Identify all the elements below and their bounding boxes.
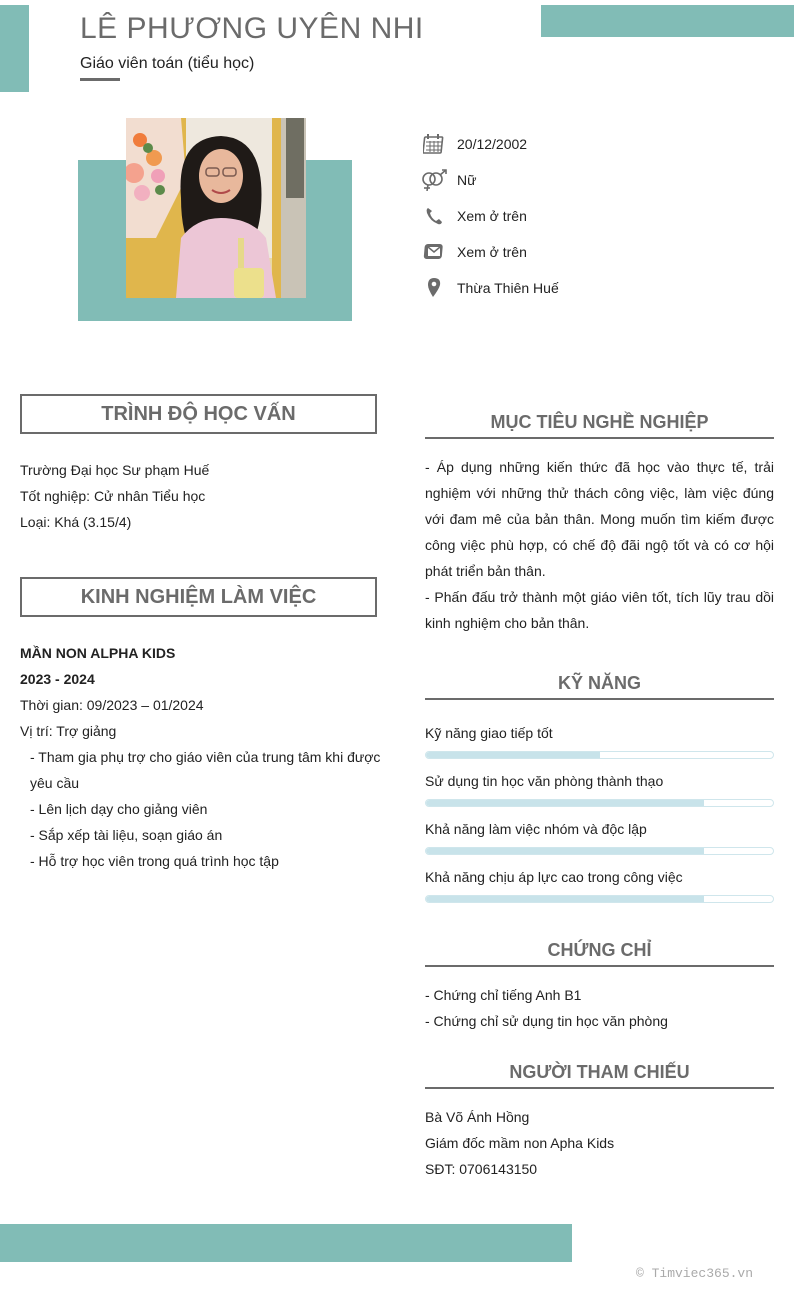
experience-years: 2023 - 2024 (20, 671, 95, 687)
skill-item (425, 867, 774, 903)
references-heading: NGƯỜI THAM CHIẾU (425, 1062, 774, 1089)
info-gender (420, 162, 559, 198)
skill-bar-fill (426, 848, 704, 854)
phone-icon (420, 204, 448, 228)
skill-label: Kỹ năng giao tiếp tốt (425, 725, 553, 741)
experience-duty: - Lên lịch dạy cho giảng viên (30, 801, 208, 817)
personal-info-list (420, 126, 559, 306)
candidate-name: LÊ PHƯƠNG UYÊN NHI (80, 12, 424, 45)
experience-duty: - Hỗ trợ học viên trong quá trình học tập (30, 853, 279, 869)
location-icon (420, 276, 448, 300)
experience-duty: - Tham gia phụ trợ cho giáo viên của trung tâm khi được yêu cầu (30, 749, 381, 791)
experience-company: MẦN NON ALPHA KIDS (20, 645, 176, 661)
reference-title: Giám đốc mầm non Apha Kids (425, 1135, 615, 1151)
skill-bar-track (425, 751, 774, 759)
watermark: © Timviec365.vn (636, 1266, 754, 1281)
skill-label: Khả năng chịu áp lực cao trong công việc (425, 869, 683, 885)
skill-label: Khả năng làm việc nhóm và độc lập (425, 821, 647, 837)
location-value: Thừa Thiên Huế (457, 280, 559, 296)
avatar-photo-illustration (126, 118, 306, 298)
skill-bar-fill (426, 896, 704, 902)
accent-bar-left (0, 5, 29, 92)
title-underline (80, 78, 120, 81)
objective-paragraph: - Phấn đấu trở thành một giáo viên tốt, tích lũy trau dồi kinh nghiệm cho bản thân. (425, 589, 774, 631)
skill-bar-track (425, 895, 774, 903)
skill-bar-track (425, 847, 774, 855)
experience-heading: KINH NGHIỆM LÀM VIỆC (20, 577, 377, 617)
info-phone (420, 198, 559, 234)
accent-bar-top-right (541, 5, 794, 37)
objective-heading: MỤC TIÊU NGHỀ NGHIỆP (425, 412, 774, 439)
experience-section (20, 640, 382, 874)
info-birthdate (420, 126, 559, 162)
info-email (420, 234, 559, 270)
references-section (425, 1104, 614, 1182)
certificates-section (425, 982, 668, 1034)
education-grade: Loại: Khá (3.15/4) (20, 514, 132, 530)
info-location (420, 270, 559, 306)
experience-duty: - Sắp xếp tài liệu, soạn giáo án (30, 827, 223, 843)
skill-item (425, 819, 774, 855)
reference-name: Bà Võ Ánh Hồng (425, 1109, 530, 1125)
objective-section (425, 454, 774, 636)
accent-bar-bottom (0, 1224, 572, 1262)
reference-phone: SĐT: 0706143150 (425, 1161, 538, 1177)
skills-heading: KỸ NĂNG (425, 673, 774, 700)
experience-time: Thời gian: 09/2023 – 01/2024 (20, 697, 204, 713)
education-school: Trường Đại học Sư phạm Huế (20, 462, 210, 478)
skill-bar-fill (426, 752, 600, 758)
gender-value: Nữ (457, 172, 477, 188)
job-title: Giáo viên toán (tiểu học) (80, 55, 255, 72)
education-section (20, 457, 209, 535)
birthdate-value: 20/12/2002 (457, 136, 528, 152)
phone-value: Xem ở trên (457, 208, 527, 224)
gender-icon (420, 168, 448, 192)
education-degree: Tốt nghiệp: Cử nhân Tiểu học (20, 488, 206, 504)
skill-item (425, 723, 774, 759)
skill-bar-fill (426, 800, 704, 806)
experience-position: Vị trí: Trợ giảng (20, 723, 117, 739)
email-value: Xem ở trên (457, 244, 527, 260)
skill-bar-track (425, 799, 774, 807)
objective-paragraph: - Áp dụng những kiến thức đã học vào thực tế, trải nghiệm với những thử thách công việc, làm việc đúng với đam mê của bản thân. Mong muốn tìm kiếm được công việc phù hợp, có chế độ đãi ngộ tốt và có cơ hội phát triển bản thân. (425, 459, 774, 579)
certificate-item: - Chứng chỉ sử dụng tin học văn phòng (425, 1013, 668, 1029)
skill-label: Sử dụng tin học văn phòng thành thạo (425, 773, 664, 789)
skill-item (425, 771, 774, 807)
certificate-item: - Chứng chỉ tiếng Anh B1 (425, 987, 582, 1003)
certificates-heading: CHỨNG CHỈ (425, 940, 774, 967)
education-heading: TRÌNH ĐỘ HỌC VẤN (20, 394, 377, 434)
calendar-icon (420, 132, 448, 156)
email-icon (420, 240, 448, 264)
avatar (126, 118, 306, 298)
